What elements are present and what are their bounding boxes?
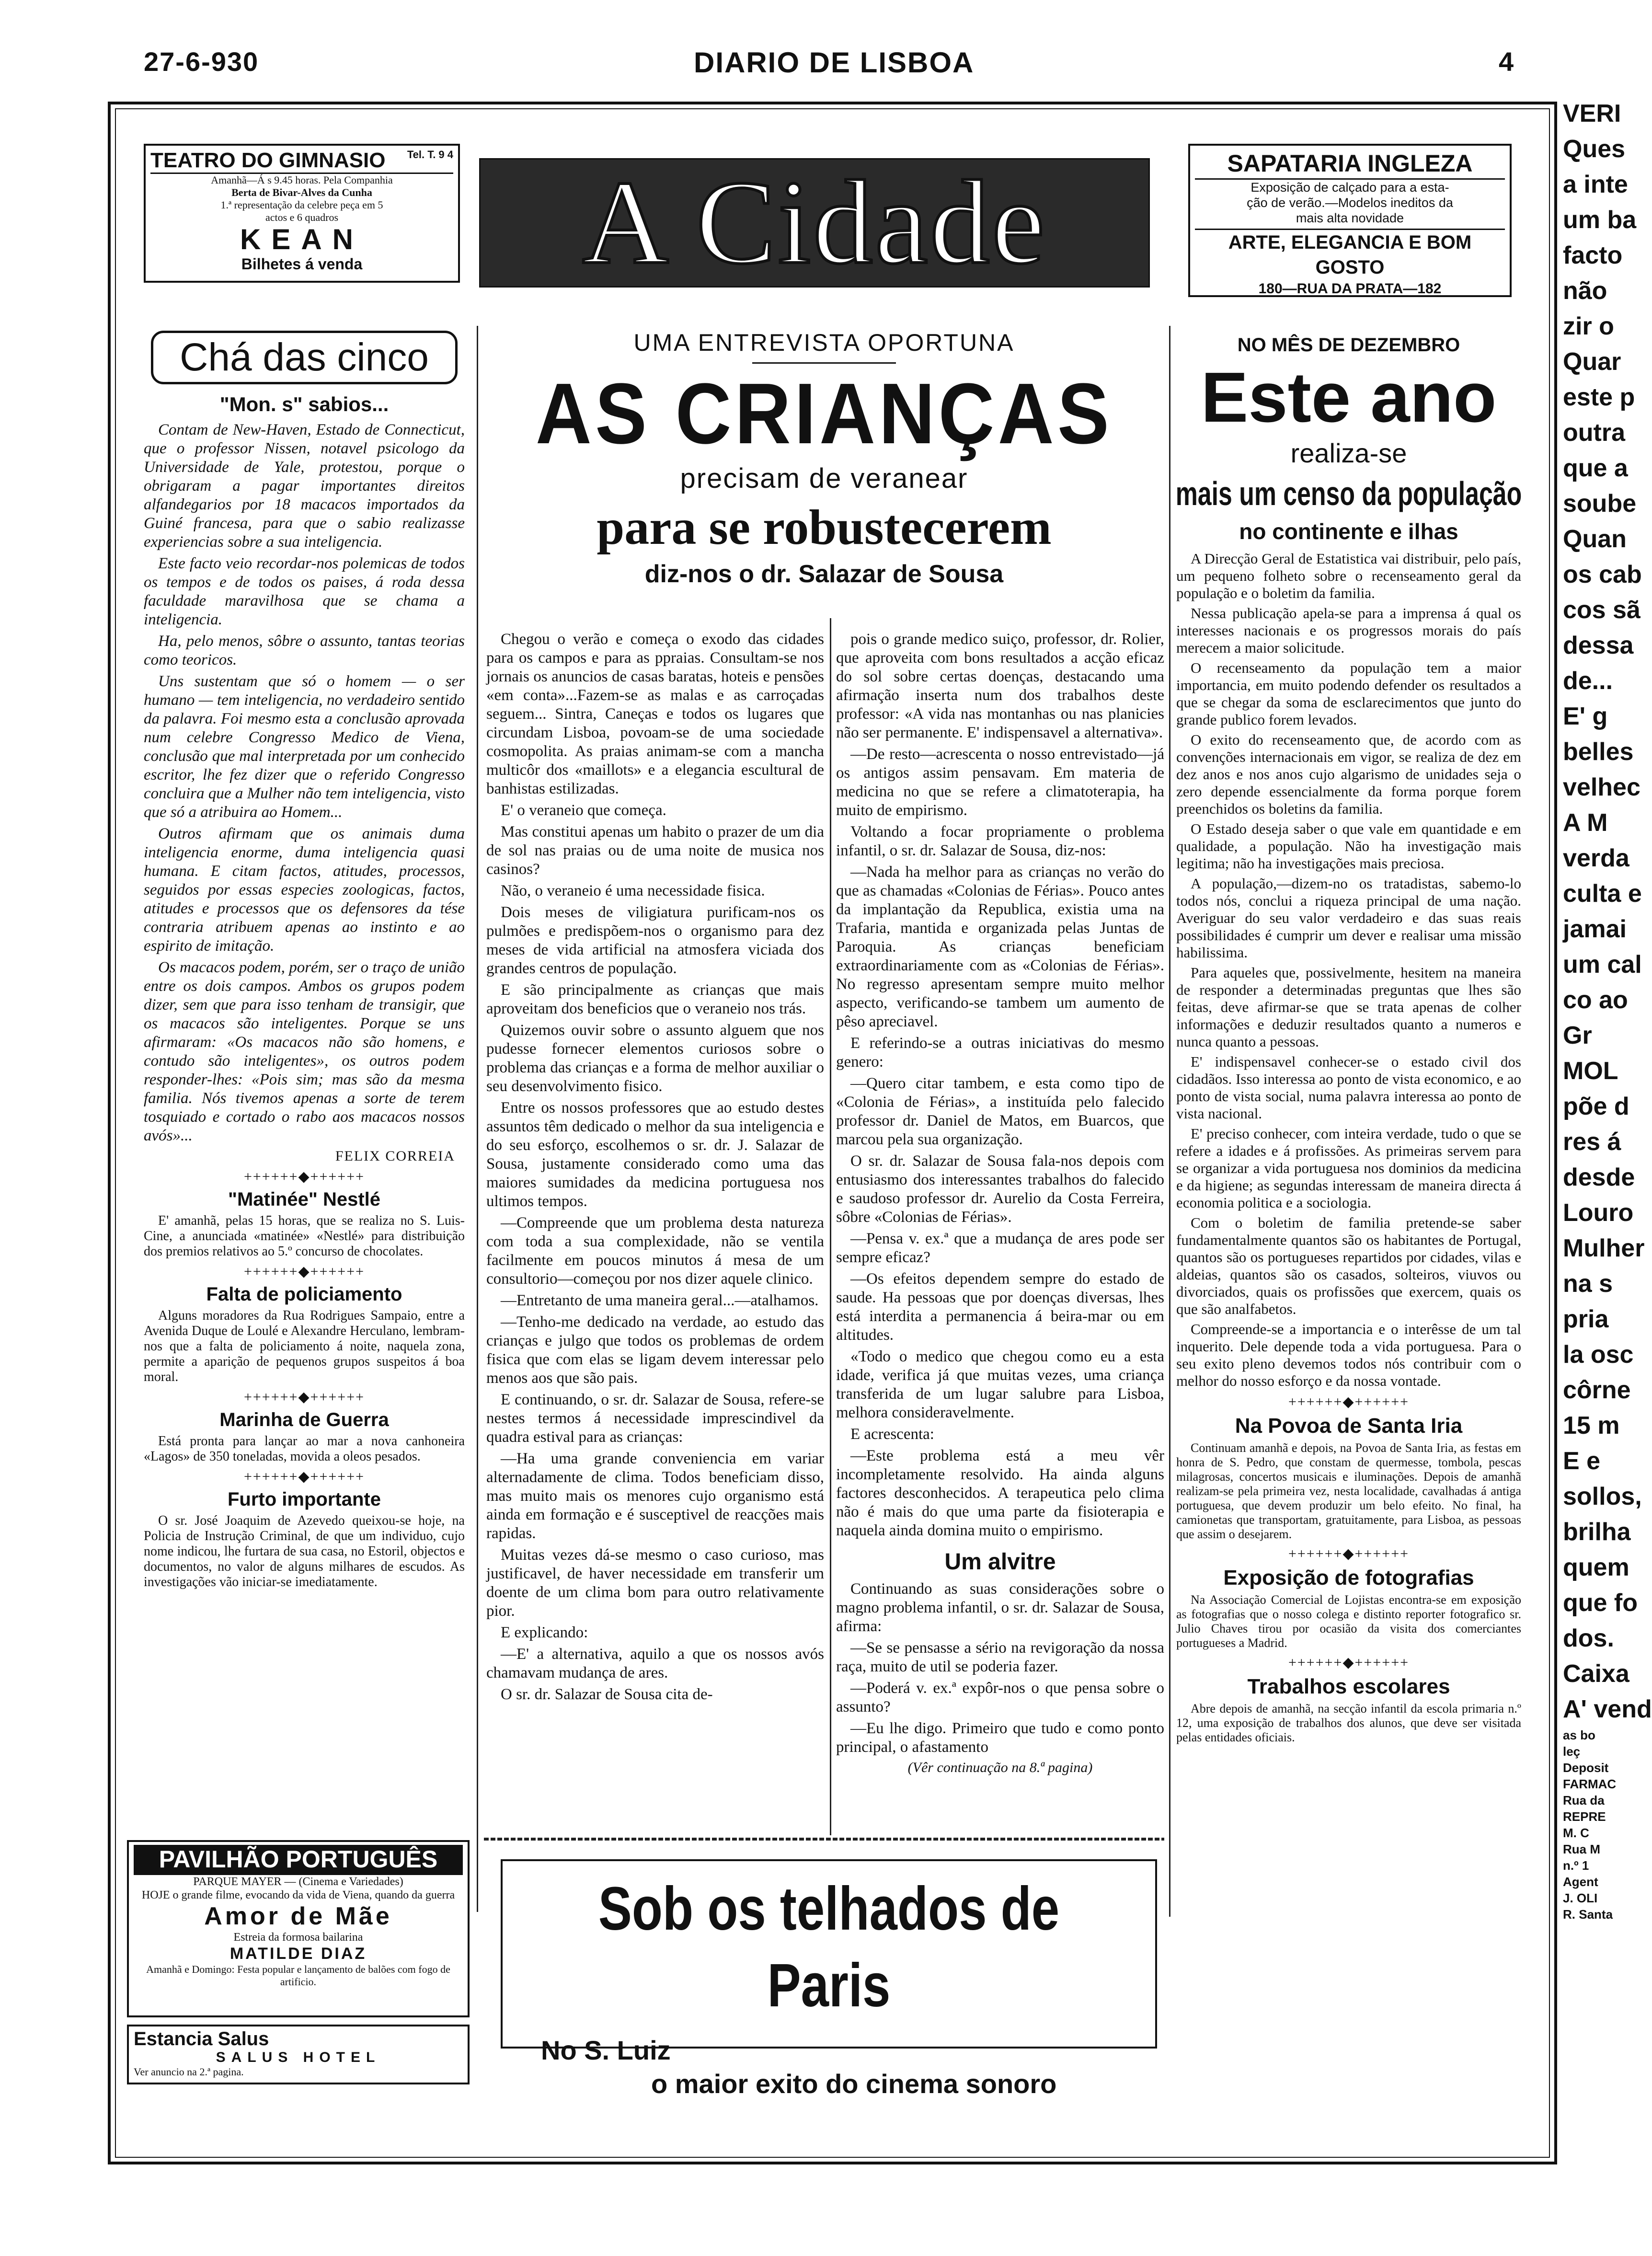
teatro-ad-line: 1.ª representação da celebre peça em 5 xyxy=(220,199,383,211)
news-title: Na Povoa de Santa Iria xyxy=(1235,1414,1463,1438)
news-title: Falta de policiamento xyxy=(206,1284,402,1305)
edge-fragment: este p xyxy=(1563,383,1635,411)
paragraph: E continuando, o sr. dr. Salazar de Sousa, refere-se nestes termos á necessidade imprescindivel da quadra estival para as crianças: xyxy=(486,1391,824,1446)
main-article-column-1 xyxy=(486,630,824,1833)
estancia-ad-note: Ver anuncio na 2.ª pagina. xyxy=(134,2066,244,2078)
edge-fragment: A' vend xyxy=(1563,1695,1652,1723)
paragraph: Contam de New-Haven, Estado de Connecticut, que o professor Nissen, notavel psicologo da Universidade de Yale, protestou, porque o obrigaram a pagar importantes direitos alfandegarios por 18 macacos importados da Guiné francesa, para que o sabio realizasse experiencias sobre a sua inteligencia. xyxy=(144,421,465,551)
edge-fragment: a inte xyxy=(1563,171,1628,198)
paragraph: —Ha uma grande conveniencia em variar alternadamente de clima. Todos beneficiam disso, mas muito mais os menores cujo organismo está ainda em formação e é susceptivel de reacções mais rapidas. xyxy=(486,1450,824,1542)
edge-fragment: n.º 1 xyxy=(1563,1858,1589,1873)
paragraph: E' indispensavel conhecer-se o estado civil dos cidadãos. Isso interessa ao ponto de vista economico, e ao ponto de vista social, numa palavra interessa ao ponto de vista nacional. xyxy=(1176,1053,1521,1122)
right-headline: Este ano xyxy=(1201,358,1497,437)
paragraph: Não, o veraneio é uma necessidade fisica. xyxy=(501,882,765,899)
paragraph: —Pensa v. ex.ª que a mudança de ares pode ser sempre eficaz? xyxy=(836,1230,1164,1266)
film-ad-title: Sob os telhados de Paris xyxy=(598,1875,1060,2020)
section-title: Chá das cinco xyxy=(180,335,429,379)
paragraph: pois o grande medico suiço, professor, dr. Rolier, que aproveita com bons resultados a acção eficaz do sol sobre certas doenças, destacando uma afirmação inserta num dos trabalhos deste professor: «A vida nas montanhas ou nas planicies não ser permanente. E' indispensavel a alternativa». xyxy=(836,631,1164,741)
teatro-ad-play: KEAN xyxy=(240,223,364,255)
edge-fragment: dessa xyxy=(1563,632,1634,659)
paragraph: E referindo-se a outras iniciativas do mesmo genero: xyxy=(836,1035,1164,1070)
right-column xyxy=(1176,331,1521,2123)
paragraph: —De resto—acrescenta o nosso entrevistado—já os antigos assim pensavam. Em materia de medicina no que se refere a climatoterapia, ha muito de empirismo. xyxy=(836,746,1164,819)
edge-fragment: facto xyxy=(1563,242,1623,269)
edge-fragment: um cal xyxy=(1563,951,1642,978)
teatro-ad-tel: Tel. T. 9 4 xyxy=(407,149,453,161)
article-title: "Mon. s" sabios... xyxy=(219,393,389,415)
paragraph: E são principalmente as crianças que mais aproveitam dos beneficios que o veraneio nos trás. xyxy=(486,981,824,1017)
column-rule xyxy=(477,326,478,1912)
paragraph: —E' a alternativa, aquilo a que os nossos avós chamavam mudança de ares. xyxy=(486,1646,824,1681)
paragraph: O sr. dr. Salazar de Sousa cita de- xyxy=(501,1686,713,1703)
edge-fragment: jamai xyxy=(1563,915,1627,943)
edge-fragment: não xyxy=(1563,277,1607,305)
right-kicker: NO MÊS DE DEZEMBRO xyxy=(1237,334,1460,356)
paragraph: A população,—dizem-no os tratadistas, sabemo-lo todos nós, conclui a riqueza principal de uma nação. Averiguar do seu valor verdadeiro e das suas reais possibilidades é cumprir um dever e realisar uma missão habilissima. xyxy=(1176,875,1521,961)
main-article-column-2 xyxy=(836,630,1164,1835)
edge-fragment: Gr xyxy=(1563,1022,1592,1049)
paragraph: —Poderá v. ex.ª expôr-nos o que pensa sobre o assunto? xyxy=(836,1680,1164,1715)
estancia-ad xyxy=(127,2025,470,2084)
edge-fragment: Rua M xyxy=(1563,1842,1600,1856)
paragraph: Continuando as suas considerações sobre o magno problema infantil, o sr. dr. Salazar de Sousa, afirma: xyxy=(836,1580,1164,1635)
estancia-ad-title: Estancia Salus xyxy=(134,2028,269,2049)
film-ad-cinema: No S. Luiz xyxy=(541,2035,671,2065)
news-text: Alguns moradores da Rua Rodrigues Sampaio, entre a Avenida Duque de Loulé e Alexandre Herculano, lembram-nos que a falta de policiamento á noite, naquela zona, permite a aparição de pequenos grupos suspeitos á boa moral. xyxy=(144,1308,465,1384)
paragraph: Ha, pelo menos, sôbre o assunto, tantas teorias como teoricos. xyxy=(144,633,465,668)
edge-fragment: A M xyxy=(1563,809,1608,837)
paragraph: E explicando: xyxy=(501,1624,588,1641)
edge-fragment: culta e xyxy=(1563,880,1642,908)
edge-fragment: co ao xyxy=(1563,986,1628,1014)
pavilhao-ad-line: Amanhã e Domingo: Festa popular e lançamento de balões com fogo de artificio. xyxy=(146,1963,450,1988)
edge-fragment: desde xyxy=(1563,1163,1635,1191)
teatro-ad-title: TEATRO DO GIMNASIO xyxy=(150,149,386,172)
left-column xyxy=(144,326,465,1835)
edge-fragment: Louro xyxy=(1563,1199,1634,1227)
main-kicker: UMA ENTREVISTA OPORTUNA xyxy=(633,329,1015,356)
paragraph: —Se se pensasse a sério na revigoração da nossa raça, muito de util se poderia fazer. xyxy=(836,1639,1164,1675)
newspaper-name: DIARIO DE LISBOA xyxy=(694,46,975,79)
teatro-ad xyxy=(144,144,460,283)
paragraph: Os macacos podem, porém, ser o traço de união entre os dois campos. Ambos os grupos podem dizer, sem que para isso tenham de transigir, que os macacos são inteligentes. Porque se uns afirmaram: «Os macacos não são homens, e contudo são inteligentes», os outros podem responder-lhes: «Pois sim; mas são da mesma familia. Nós tivemos apenas a sorte de terem tosquiado e cortado o rabo aos macacos nossos avós»... xyxy=(144,959,465,1144)
edge-fragment: velhec xyxy=(1563,773,1641,801)
paragraph: O recenseamento da população tem a maior importancia, em muito podendo defender os resultados a que se chegar da soma de esclarecimentos que junto do grande publico forem levados. xyxy=(1176,659,1521,728)
sapataria-ad-title: SAPATARIA INGLEZA xyxy=(1195,149,1505,180)
masthead-title: A Cidade xyxy=(582,156,1047,289)
edge-fragment: põe d xyxy=(1563,1093,1629,1120)
masthead-banner xyxy=(479,158,1150,288)
paragraph: —Eu lhe digo. Primeiro que tudo e como ponto principal, o afastamento xyxy=(836,1720,1164,1756)
sapataria-ad-slogan: ARTE, ELEGANCIA E BOM GOSTO xyxy=(1195,229,1505,280)
sapataria-ad-line: ção de verão.—Modelos ineditos da xyxy=(1247,196,1453,210)
edge-fragment: verda xyxy=(1563,844,1629,872)
news-text: Abre depois de amanhã, na secção infantil da escola primaria n.º 12, uma exposição de trabalhos dos alunos, que deve ser visitada pelas entidades oficiais. xyxy=(1176,1702,1521,1744)
subheading: Um alvitre xyxy=(944,1549,1056,1575)
column-rule xyxy=(1169,326,1170,1917)
edge-fragment: 15 m xyxy=(1563,1412,1620,1439)
paragraph: —Entretanto de uma maneira geral...—atalhamos. xyxy=(501,1292,819,1309)
edge-fragment: Ques xyxy=(1563,135,1626,163)
paragraph: Entre os nossos professores que ao estudo destes assuntos têm dedicado o melhor da sua inteligencia e do seu esforço, escolhemos o sr. dr. J. Salazar de Sousa, justamente considerado como uma das maiores sumidades da medicina portuguesa nos ultimos tempos. xyxy=(486,1099,824,1210)
paragraph: O exito do recenseamento que, de acordo com as convenções internacionais em vigor, se realiza de dez em dez anos e nos anos cujo algarismo de unidades seja o zero depende essencialmente da forma porque forem preenchidos os boletins da familia. xyxy=(1176,731,1521,817)
pavilhao-ad-film: Amor de Mãe xyxy=(204,1902,392,1930)
paragraph: E' o veraneio que começa. xyxy=(501,802,666,819)
ornament: ++++++◆++++++ xyxy=(1288,1546,1410,1562)
cha-das-cinco-heading xyxy=(151,331,458,384)
paragraph: —Nada ha melhor para as crianças no verão do que as chamadas «Colonias de Férias». Pouco antes da implantação da Republica, existia uma na Trafaria, mantida e organizada pelas Juntas de Paroquia. As crianças beneficiam extraordinariamente com as «Colonias de Férias». No regresso apresentam sempre muito melhor aspecto, verificando-se tambem um aumento de pêso apreciavel. xyxy=(836,863,1164,1030)
pavilhao-ad xyxy=(127,1840,470,2017)
paragraph: O Estado deseja saber o que vale em quantidade e em qualidade, a população. Não ha investigação mais legitima; não ha investigações mais preciosa. xyxy=(1176,820,1521,872)
edge-fragment: cos sã xyxy=(1563,596,1641,624)
edge-fragment: Deposit xyxy=(1563,1761,1609,1775)
edge-fragment: Rua da xyxy=(1563,1793,1605,1807)
pavilhao-ad-line: Estreia da formosa bailarina xyxy=(233,1931,363,1944)
paragraph: Este facto veio recordar-nos polemicas de todos os tempos e de todos os paises, á roda dessa faculdade maravilhosa que se chama a inteligencia. xyxy=(144,555,465,628)
paragraph: Com o boletim de familia pretende-se saber fundamentalmente quantos são os habitantes de Portugal, quantos são os portugueses repartidos por cidades, vilas e aldeias, quantos são os casados, solteiros, viuvos ou divorciados, quais os profissões que exercem, quais os que são analfabetos. xyxy=(1176,1214,1521,1317)
teatro-ad-tickets: Bilhetes á venda xyxy=(241,255,363,273)
edge-fragment: que a xyxy=(1563,454,1628,482)
paragraph: Outros afirmam que os animais duma inteligencia enorme, duma inteligencia quasi humana. E citam factos, atitudes, processos, seguidos por essas especies zoologicas, factos, atitudes e processos que os defensores da tése contraria atribuem apenas ao instinto e ao espirito de imitação. xyxy=(144,825,465,955)
edge-fragment: res á xyxy=(1563,1128,1621,1156)
paragraph: Mas constitui apenas um habito o prazer de um dia de sol nas praias ou de uma noite de musica nos casinos? xyxy=(486,823,824,878)
issue-date: 27-6-930 xyxy=(144,46,259,77)
paragraph: E' preciso conhecer, com inteira verdade, tudo o que se refere a idades e á profissões. As primeiras servem para se organizar a vida portuguesa nos dominios da medicina e da higiene; as segundas interessam de maneira directa á economia politica e a sociologia. xyxy=(1176,1125,1521,1211)
edge-fragment: Agent xyxy=(1563,1875,1598,1889)
edge-fragment: FARMAC xyxy=(1563,1777,1617,1791)
ornament: ++++++◆++++++ xyxy=(1288,1655,1410,1670)
paragraph: Chegou o verão e começa o exodo das cidades para os campos e para as ppraias. Consultam-se nos jornais os anuncios de casas baratas, hoteis e pensões «em conta»...Fazem-se as malas e as carroçadas seguem... Sintra, Caneças e todos os lugares que circundam Lisboa, povoam-se de uma sociedade cosmopolita. As praias animam-se com a mancha multicôr dos «maillots» e a elegancia escultural de banhistas estilizadas. xyxy=(486,631,824,797)
paragraph: Dois meses de viligiatura purificam-nos os pulmões e predispõem-nos o organismo para dez meses de vida artificial na atmosfera viciada dos grandes centros de população. xyxy=(486,904,824,977)
paragraph: A Direcção Geral de Estatistica vai distribuir, pelo país, um pequeno folheto sobre o recenseamento geral da população e o boletim da familia. xyxy=(1176,550,1521,601)
pavilhao-ad-line: HOJE o grande filme, evocando da vida de Viena, quando da guerra xyxy=(141,1889,455,1901)
sapataria-ad-line: mais alta novidade xyxy=(1296,211,1404,225)
news-title: Furto importante xyxy=(228,1489,381,1510)
paragraph: O sr. dr. Salazar de Sousa fala-nos depois com entusiasmo dos interessantes trabalhos do falecido e saudoso professor dr. Aurelio da Costa Ferreira, sôbre «Colonias de Férias». xyxy=(836,1152,1164,1226)
news-title: Exposição de fotografias xyxy=(1223,1566,1474,1589)
main-headline: AS CRIANÇAS xyxy=(535,366,1113,462)
news-title: "Matinée" Nestlé xyxy=(228,1189,381,1210)
edge-fragment: que fo xyxy=(1563,1589,1638,1617)
edge-fragment: de... xyxy=(1563,667,1613,695)
edge-fragment: Quar xyxy=(1563,348,1621,376)
edge-fragment: côrne xyxy=(1563,1376,1631,1404)
paragraph: Para aqueles que, possivelmente, hesitem na maneira de responder a determinadas preguntas que lhes são feitas, deve afirmar-se que se trata apenas de colher informações e deduzir resultados quanto a numeros e nunca quanto a pessoas. xyxy=(1176,964,1521,1050)
paragraph: Nessa publicação apela-se para a imprensa á qual os interesses nacionais e os progressos morais do país merecem a maior solicitude. xyxy=(1176,605,1521,656)
edge-fragment: as bo xyxy=(1563,1728,1595,1742)
edge-fragment: VERI xyxy=(1563,100,1621,127)
edge-fragment: zir o xyxy=(1563,312,1614,340)
paragraph: —Quero citar tambem, e esta como tipo de «Colonia de Férias», a instituída pelo falecido professor dr. Daniel de Matos, em Buarcos, que marcou pela sua organização. xyxy=(836,1075,1164,1148)
news-text: Continuam amanhã e depois, na Povoa de Santa Iria, as festas em honra de S. Pedro, que constam de quermesse, tombola, pescas milagrosas, concertos musicais e iluminações. Depois de amanhã realizam-se pela primeira vez, nesta localidade, cavalhadas á antiga portuguesa, que devem produzir um belo efeito. No final, ha camionetas que transportam, gratuitamente, para Lisboa, as pessoas que assim o desejarem. xyxy=(1176,1441,1521,1541)
news-text: Na Associação Comercial de Lojistas encontra-se em exposição as fotografias que o nosso colega e distinto reporter fotografico sr. Julio Chaves tirou por ocasião da visita dos comerciantes portugueses a Madrid. xyxy=(1176,1593,1521,1650)
ornament: ++++++◆++++++ xyxy=(243,1169,365,1185)
edge-fragment: Mulher xyxy=(1563,1234,1645,1262)
edge-fragment: belles xyxy=(1563,738,1634,766)
paragraph: —Os efeitos dependem sempre do estado de saude. Ha pessoas que por doenças diversas, lhes está interdita a permanencia á beira-mar ou em altitudes. xyxy=(836,1270,1164,1344)
edge-fragment: quem xyxy=(1563,1554,1629,1581)
paragraph: Quizemos ouvir sobre o assunto alguem que nos pudesse fornecer elementos curiosos sobre o problema das crianças e a forma de melhor auxiliar o seu desenvolvimento fisico. xyxy=(486,1022,824,1095)
right-headline-3: mais um censo da população xyxy=(1175,475,1522,512)
ornament: ++++++◆++++++ xyxy=(243,1469,365,1485)
edge-fragment: J. OLI xyxy=(1563,1891,1598,1905)
edge-fragment: M. C xyxy=(1563,1826,1589,1840)
paragraph: —Tenho-me dedicado na verdade, ao estudo das crianças e julgo que todos os problemas de ordem fisica que com elas se ligam devem interessar pelo menos aos que são pais. xyxy=(486,1313,824,1387)
edge-fragment: MOL xyxy=(1563,1057,1618,1085)
paragraph: Compreende-se a importancia e o interêsse de um tal inquerito. Dele depende toda a vida portuguesa. Para o seu exito pleno devemos todos nós contribuir com o melhor do nosso esforço e da nossa vontade. xyxy=(1176,1321,1521,1389)
edge-fragment: la osc xyxy=(1563,1341,1634,1369)
news-title: Trabalhos escolares xyxy=(1247,1675,1450,1698)
edge-fragment: na s xyxy=(1563,1270,1613,1298)
edge-fragment: os cab xyxy=(1563,561,1642,588)
main-headline-3: para se robustecerem xyxy=(597,500,1052,555)
paragraph: E acrescenta: xyxy=(850,1426,934,1443)
edge-fragment: sollos, xyxy=(1563,1483,1642,1510)
ornament-rule xyxy=(484,1838,1164,1841)
paragraph: Muitas vezes dá-se mesmo o caso curioso, mas justificavel, de haver necessidade em transferir um doente de um clima bom para outro relativamente pior. xyxy=(486,1546,824,1620)
edge-fragment: REPRE xyxy=(1563,1809,1606,1824)
edge-fragment: brilha xyxy=(1563,1518,1631,1546)
film-ad xyxy=(501,1859,1157,2099)
kicker-rule xyxy=(752,362,896,364)
film-ad-slogan: o maior exito do cinema sonoro xyxy=(651,2069,1057,2099)
edge-fragment: R. Santa xyxy=(1563,1907,1613,1922)
edge-fragment: um ba xyxy=(1563,206,1637,234)
edge-fragment: E e xyxy=(1563,1447,1601,1475)
edge-fragment: E' g xyxy=(1563,702,1608,730)
paragraph: «Todo o medico que chegou como eu a esta idade, verifica já que muitas vezes, uma criança transferida de um lugar salubre para Lisboa, melhora consideravelmente. xyxy=(836,1348,1164,1421)
edge-fragment: Quan xyxy=(1563,525,1627,553)
sapataria-ad-line: Exposição de calçado para a esta- xyxy=(1250,180,1449,195)
teatro-ad-line: Amanhã—Á s 9.45 horas. Pela Companhia xyxy=(211,174,393,186)
pavilhao-ad-dancer: MATILDE DIAZ xyxy=(229,1945,367,1963)
paragraph: —Compreende que um problema desta natureza com toda a sua complexidade, não se ventila facilmente em poucos minutos á mesa de um consultorio—começou por nos dizer aquele clinico. xyxy=(486,1214,824,1288)
edge-fragment-list xyxy=(1563,96,1652,1922)
paragraph: —Este problema está a meu vêr incompletamente resolvido. Ha ainda alguns factores desconhecidos. A terapeutica pelo clima não é mais do que uma parte da fisioterapia e naquela ainda domina muito o empirismo. xyxy=(836,1447,1164,1539)
page-number: 4 xyxy=(1499,46,1515,77)
teatro-ad-company: Berta de Bivar-Alves da Cunha xyxy=(231,186,372,198)
edge-fragment: Caixa xyxy=(1563,1660,1629,1688)
paragraph: Uns sustentam que só o homem — o ser humano — tem inteligencia, no verdadeiro sentido da palavra. Foi mesmo esta a conclusão aprovada num celebre Congresso Medico de Viena, conclusão que mal interpretada por um conhecido escritor, lhe fez dizer que o referido Congresso concluira que a Mulher não tem inteligencia, visto que só a atribuira ao Homem... xyxy=(144,673,465,821)
edge-fragment: leç xyxy=(1563,1744,1581,1759)
main-article-heading xyxy=(484,326,1164,633)
author: FELIX CORREIA xyxy=(335,1148,455,1164)
news-text: E' amanhã, pelas 15 horas, que se realiza no S. Luis-Cine, a anunciada «matinée» «Nestlé» para distribuição dos premios relativos ao 5.º concurso de chocolates. xyxy=(144,1213,465,1259)
sapataria-ad xyxy=(1188,144,1512,297)
adjacent-page-fragment xyxy=(1563,96,1652,2195)
right-headline-4: no continente e ilhas xyxy=(1239,519,1458,544)
sapataria-ad-address: 180—RUA DA PRATA—182 xyxy=(1258,281,1442,297)
teatro-ad-line: actos e 6 quadros xyxy=(265,211,339,223)
edge-fragment: soube xyxy=(1563,490,1637,518)
edge-fragment: pria xyxy=(1563,1305,1609,1333)
ornament: ++++++◆++++++ xyxy=(1288,1394,1410,1410)
news-text: Está pronta para lançar ao mar a nova canhoneira «Lagos» de 350 toneladas, movida a oleos pesados. xyxy=(144,1434,465,1464)
edge-fragment: dos. xyxy=(1563,1624,1614,1652)
news-text: O sr. José Joaquim de Azevedo queixou-se hoje, na Policia de Instrução Criminal, de que um individuo, cujo nome indicou, lhe furtara de sua casa, no Estoril, objectos e documentos, no valor de alguns milhares de escudos. As investigações vão iniciar-se imediatamente. xyxy=(144,1513,465,1589)
ornament: ++++++◆++++++ xyxy=(243,1264,365,1279)
main-headline-2: precisam de veranear xyxy=(680,463,968,494)
pavilhao-ad-line: PARQUE MAYER — (Cinema e Variedades) xyxy=(193,1876,403,1888)
main-byline: diz-nos o dr. Salazar de Sousa xyxy=(644,560,1004,588)
right-headline-2: realiza-se xyxy=(1290,438,1407,468)
ornament: ++++++◆++++++ xyxy=(243,1389,365,1405)
news-title: Marinha de Guerra xyxy=(219,1409,389,1430)
continuation-note: (Vêr continuação na 8.ª pagina) xyxy=(907,1760,1093,1775)
estancia-ad-hotel: SALUS HOTEL xyxy=(216,2049,381,2065)
edge-fragment: outra xyxy=(1563,419,1625,447)
paragraph: Voltando a focar propriamente o problema infantil, o sr. dr. Salazar de Sousa, diz-nos: xyxy=(836,823,1164,859)
pavilhao-ad-title: PAVILHÃO PORTUGUÊS xyxy=(134,1845,463,1875)
column-rule xyxy=(830,618,831,1835)
